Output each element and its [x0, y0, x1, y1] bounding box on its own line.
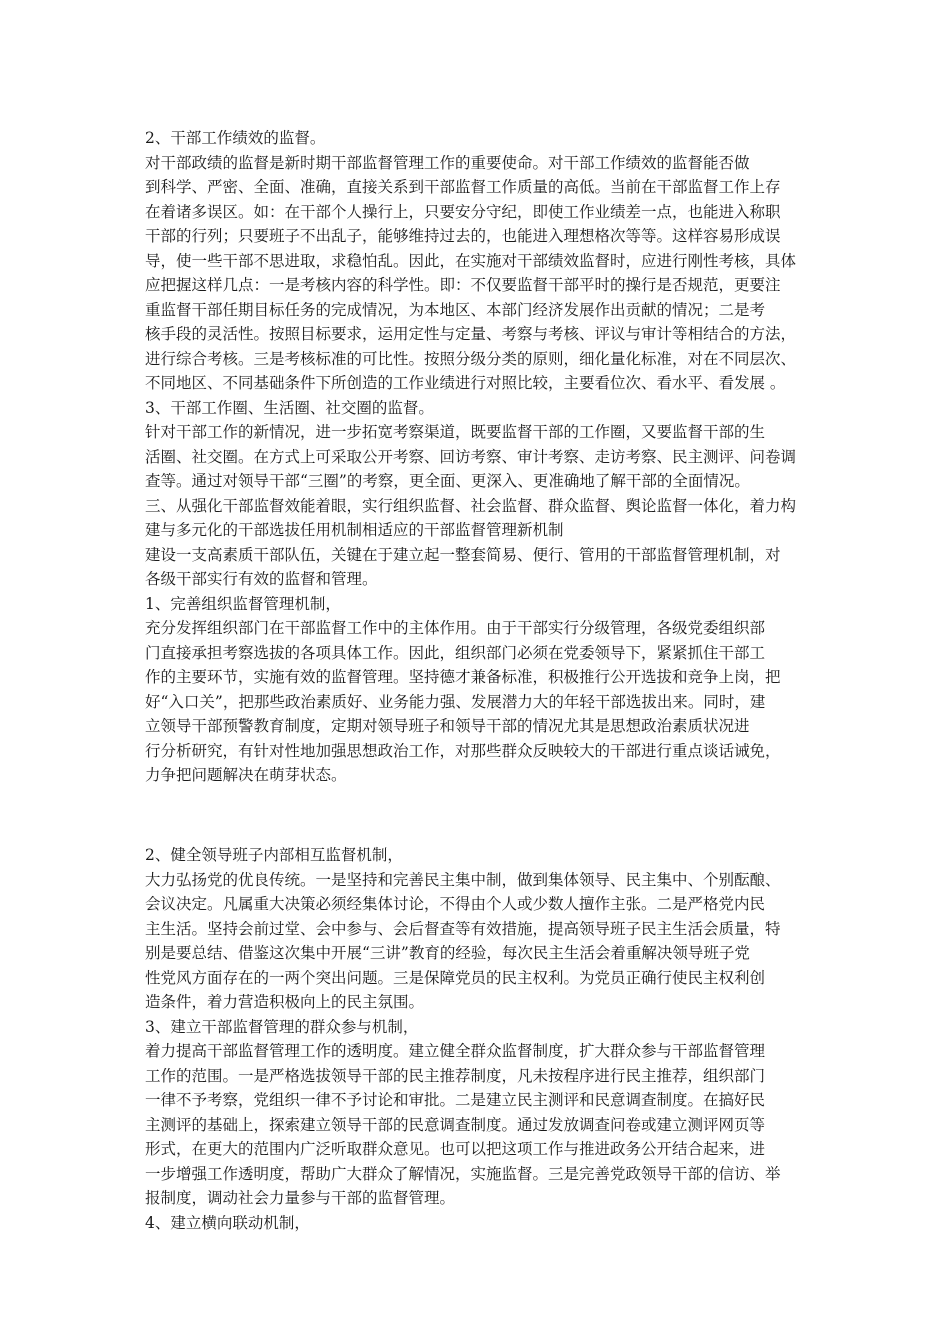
- text-line: 性党风方面存在的一两个突出问题。三是保障党员的民主权利。为党员正确行使民主权利创: [145, 968, 766, 987]
- text-line: 报制度，调动社会力量参与干部的监督管理。: [145, 1189, 456, 1207]
- text-line: 三、从强化干部监督效能着眼，实行组织监督、社会监督、群众监督、舆论监督一体化，着力构: [145, 496, 797, 515]
- text-line: 主测评的基础上，探索建立领导干部的民意调查制度。通过发放调查问卷或建立测评网页等: [145, 1115, 766, 1134]
- text-line: 着力提高干部监督管理工作的透明度。建立健全群众监督制度，扩大群众参与干部监督管理: [145, 1042, 766, 1060]
- text-line: 大力弘扬党的优良传统。一是坚持和完善民主集中制，做到集体领导、民主集中、个别酝酿、: [145, 870, 781, 889]
- text-line: 4、建立横向联动机制，: [145, 1213, 310, 1232]
- text-line: 造条件，着力营造积极向上的民主氛围。: [145, 993, 425, 1011]
- text-line: 3、建立干部监督管理的群众参与机制，: [145, 1017, 419, 1036]
- text-line: 充分发挥组织部门在干部监督工作中的主体作用。由于干部实行分级管理，各级党委组织部: [145, 619, 766, 637]
- text-line: 一律不予考察，党组织一律不予讨论和审批。二是建立民主测评和民意调查制度。在搞好民: [145, 1091, 766, 1109]
- text-line: 一步增强工作透明度，帮助广大群众了解情况，实施监督。三是完善党政领导干部的信访、举: [145, 1164, 781, 1183]
- text-line: 好“入口关”，把那些政治素质好、业务能力强、发展潜力大的年轻干部选拔出来。同时，建: [145, 692, 766, 711]
- text-line: 针对干部工作的新情况，进一步拓宽考察渠道，既要监督干部的工作圈，又要监督干部的生: [145, 423, 766, 441]
- text-line: 查等。通过对领导干部“三圈”的考察，更全面、更深入、更准确地了解干部的全面情况。: [145, 472, 750, 490]
- text-line: 工作的范围。一是严格选拔领导干部的民主推荐制度，凡未按程序进行民主推荐，组织部门: [145, 1066, 766, 1085]
- text-line: 别是要总结、借鉴这次集中开展“三讲”教育的经验，每次民主生活会着重解决领导班子党: [145, 944, 750, 962]
- text-line: 导，使一些干部不思进取，求稳怕乱。因此，在实施对干部绩效监督时，应进行刚性考核，具体: [145, 251, 797, 270]
- text-line: 在着诸多误区。如：在干部个人操行上，只要安分守纪，即使工作业绩差一点，也能进入称职: [145, 202, 781, 221]
- text-line: 建与多元化的干部选拔任用机制相适应的干部监督管理新机制: [145, 521, 564, 539]
- text-line: 2、干部工作绩效的监督。: [145, 129, 326, 147]
- text-line: 不同地区、不同基础条件下所创造的工作业绩进行对照比较，主要看位次、看水平、看发展 。: [145, 374, 786, 392]
- text-line: 干部的行列；只要班子不出乱子，能够维持过去的，也能进入理想格次等等。这样容易形成误: [145, 227, 781, 245]
- text-line: 会议决定。凡属重大决策必须经集体讨论，不得由个人或少数人擅作主张。二是严格党内民: [145, 895, 766, 913]
- text-line: 进行综合考核。三是考核标准的可比性。按照分级分类的原则，细化量化标准，对在不同层次、: [145, 349, 797, 368]
- text-line: 立领导干部预警教育制度，定期对领导班子和领导干部的情况尤其是思想政治素质状况进: [145, 717, 750, 735]
- document-body: [145, 126, 825, 1235]
- text-line: 门直接承担考察选拔的各项具体工作。因此，组织部门必须在党委领导下，紧紧抓住干部工: [145, 643, 766, 662]
- text-line: 各级干部实行有效的监督和管理。: [145, 570, 378, 588]
- text-line: 力争把问题解决在萌芽状态。: [145, 766, 347, 784]
- text-line: 核手段的灵活性。按照目标要求，运用定性与定量、考察与考核、评议与审计等相结合的方法，: [145, 325, 797, 343]
- text-line: 到科学、严密、全面、准确，直接关系到干部监督工作质量的高低。当前在干部监督工作上存: [145, 178, 781, 196]
- text-line: 建设一支高素质干部队伍，关键在于建立起一整套简易、便行、管用的干部监督管理机制，对: [145, 545, 781, 564]
- text-line: 2、健全领导班子内部相互监督机制，: [145, 846, 403, 864]
- text-line: 1、完善组织监督管理机制，: [145, 594, 341, 613]
- text-line: 形式，在更大的范围内广泛听取群众意见。也可以把这项工作与推进政务公开结合起来，进: [145, 1140, 766, 1158]
- text-line: 3、干部工作圈、生活圈、社交圈的监督。: [145, 398, 434, 417]
- text-line: 应把握这样几点：一是考核内容的科学性。即：不仅要监督干部平时的操行是否规范，更要注: [145, 276, 781, 294]
- text-line: 行分析研究，有针对性地加强思想政治工作，对那些群众反映较大的干部进行重点谈话诫免，: [145, 741, 781, 760]
- text-line: 重监督干部任期目标任务的完成情况，为本地区、本部门经济发展作出贡献的情况；二是考: [145, 300, 766, 319]
- text-line: 对干部政绩的监督是新时期干部监督管理工作的重要使命。对干部工作绩效的监督能否做: [145, 153, 750, 172]
- text-line: 作的主要环节，实施有效的监督管理。坚持德才兼备标准，积极推行公开选拔和竞争上岗，把: [145, 668, 781, 686]
- text-line: 主生活。坚持会前过堂、会中参与、会后督查等有效措施，提高领导班子民主生活会质量，特: [145, 919, 781, 938]
- blank-line: [145, 803, 825, 828]
- text-line: 活圈、社交圈。在方式上可采取公开考察、回访考察、审计考察、走访考察、民主测评、问卷调: [145, 447, 797, 466]
